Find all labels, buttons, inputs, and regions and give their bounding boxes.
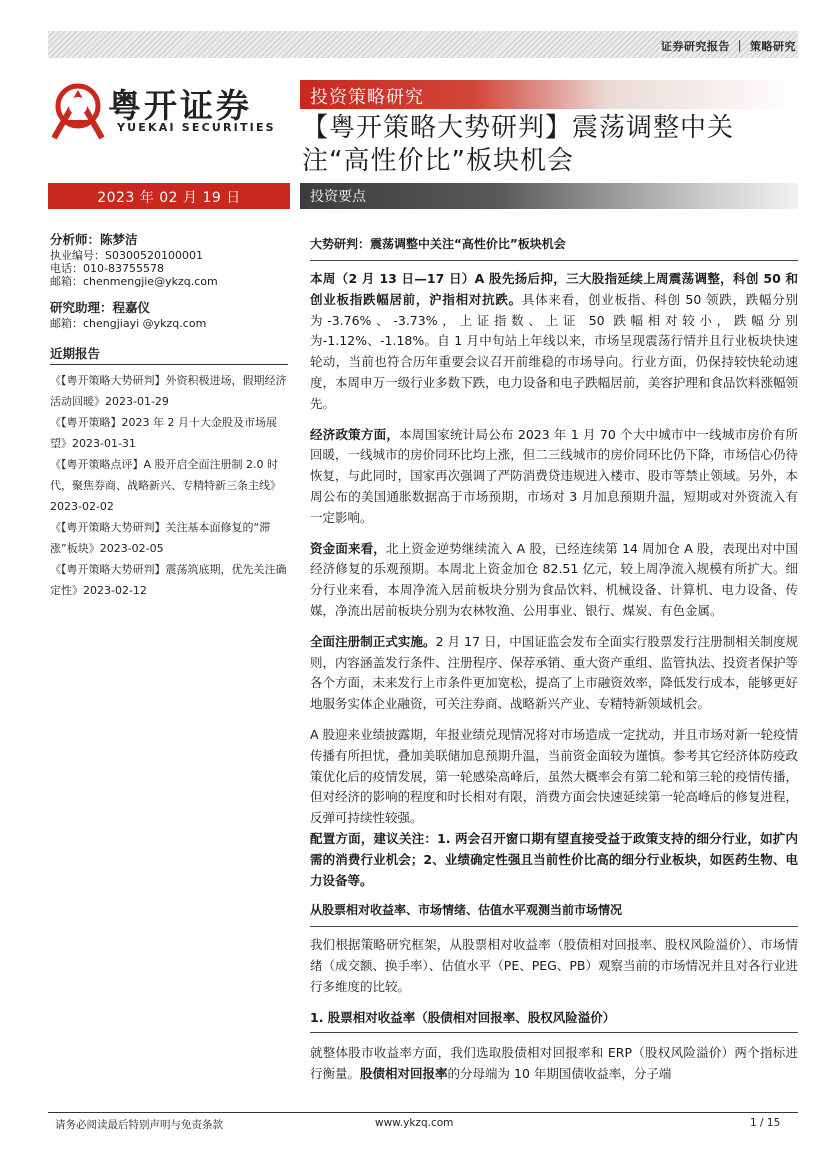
recent-report-item[interactable]: 《【粤开策略大势研判】外资积极进场，假期经济活动回暖》2023-01-29: [50, 374, 287, 408]
paragraph-returns: 就整体股市收益率方面，我们选取股债相对回报率和 ERP（股权风险溢价）两个指标进行衡量。股债相对回报率的分母端为 10 年期国债收益率，分子端: [310, 1044, 798, 1081]
recent-report-item[interactable]: 《【粤开策略大势研判】关注基本面修复的“滞涨”板块》2023-02-05: [50, 521, 271, 555]
page-number: 1 / 15: [750, 1117, 781, 1129]
header-label: 证券研究报告 ｜ 策略研究: [660, 40, 796, 53]
recent-reports-heading: 近期报告: [50, 347, 288, 365]
sidebar: [50, 233, 288, 601]
paragraph-framework: 我们根据策略研究框架，从股票相对收益率（股债相对回报率、股权风险溢价）、市场情绪（成交额、换手率）、估值水平（PE、PEG、PB）观察当前的市场情况并且对各行业进行多维度的比较。: [310, 937, 798, 994]
recent-report-item[interactable]: 《【粤开策略大势研判】震荡筑底期，优先关注确定性》2023-02-12: [50, 563, 287, 597]
footer-divider: [48, 1112, 798, 1113]
report-date: 2023 年 02 月 19 日: [97, 190, 241, 206]
recent-report-item[interactable]: 《【粤开策略点评】A 股开启全面注册制 2.0 时代，聚焦券商、战略新兴、专精特新三条主线》2023-02-02: [50, 458, 281, 513]
subsection-heading-returns: 1. 股票相对收益率（股债相对回报率、股权风险溢价）: [310, 1008, 798, 1033]
assistant-email[interactable]: 邮箱：chengjiayi @ykzq.com: [50, 317, 207, 330]
paragraph-weekly: 本周（2 月 13 日—17 日）A 股先扬后抑，三大股指延续上周震荡调整，科创 50 和创业板指跌幅居前，沪指相对抗跌。具体来看，创业板指、科创 50 领跌，跌幅分别为-3.76%、-3.73%，上证指数、上证 50 跌幅相对较小，跌幅分别为-1.12%、-1.18%。自 1 月中旬站上年线以来，市场呈现震荡行情并且行业板块快速轮动，当前也符合历年重要会议召开前维稳的市场导向。行业方面，仍保持较快轮动速度，本周申万一级行业多数下跌，电力设备和电子跌幅居前，美容护理和食品饮料涨幅领先。: [310, 271, 798, 411]
assistant-name: 研究助理：程嘉仪: [50, 300, 151, 315]
footer-website[interactable]: www.ykzq.com: [375, 1117, 454, 1129]
paragraph-funds: 资金面来看，北上资金逆势继续流入 A 股，已经连续第 14 周加仓 A 股，表现出对中国经济修复的乐观预期。本周北上资金加仓 82.51 亿元，较上周净流入规模有所扩大。细分行业来看，本周净流入居前板块分别为食品饮料、机械设备、计算机、电力设备、传媒，净流出居前板块分别为农林牧渔、公用事业、银行、煤炭、有色金属。: [310, 540, 798, 618]
key-points-banner: [300, 183, 798, 209]
analyst-email[interactable]: 邮箱：chenmengjie@ykzq.com: [50, 275, 218, 288]
analyst-license: 执业编号：S0300520100001: [50, 249, 203, 262]
category-label: 投资策略研究: [310, 87, 424, 108]
paragraph-outlook: A 股迎来业绩披露期，年报业绩兑现情况将对市场造成一定扰动，并且市场对新一轮疫情传播有所担忧，叠加美联储加息预期升温，当前资金面较为谨慎。参考其它经济体防疫政策优化后的疫情发展，第一轮感染高峰后，虽然大概率会有第二轮和第三轮的疫情传播，但对经济的影响的程度和时长相对有限，消费方面会快速延续第一轮高峰后的修复进程，反弹可持续性较强。: [310, 726, 798, 826]
section-heading-observation: 从股票相对收益率、市场情绪、估值水平观测当前市场情况: [310, 901, 798, 927]
paragraph-policy: 经济政策方面，本周国家统计局公布 2023 年 1 月 70 个大中城市中一线城市房价有所回暖，一线城市的房价同环比均上涨，但二三线城市的房价同环比仍下降，市场信心仍待恢复，与此同时，国家再次强调了严防消费贷违规进入楼市、股市等禁止领域。另外，本周公布的美国通胀数据高于市场预期，市场对 3 月加息预期升温，短期或对外资流入有一定影响。: [310, 426, 798, 525]
report-title: 【粤开策略大势研判】震荡调整中关注“高性价比”板块机会: [302, 113, 735, 176]
logo-chinese-text: 粤开证券: [108, 86, 252, 125]
key-points-label: 投资要点: [310, 189, 366, 205]
analyst-phone: 电话：010-83755578: [50, 262, 164, 275]
recent-report-item[interactable]: 《【粤开策略】2023 年 2 月十大金股及市场展望》2023-01-31: [50, 416, 277, 450]
analyst-name: 分析师：陈梦洁: [50, 232, 138, 247]
paragraph-registration: 全面注册制正式实施。2 月 17 日，中国证监会发布全面实行股票发行注册制相关制度规则，内容涵盖发行条件、注册程序、保荐承销、重大资产重组、监管执法、投资者保护等各个方面，未来发行上市条件更加宽松，提高了上市融资效率，降低发行成本，能够更好地服务实体企业融资，可关注券商、战略新兴产业、专精特新领域机会。: [310, 633, 798, 712]
footer-disclaimer: 请务必阅读最后特别声明与免责条款: [55, 1119, 223, 1131]
logo-english-text: YUEKAI SECURITIES: [117, 121, 276, 134]
section-heading-market: 大势研判：震荡调整中关注“高性价比”板块机会: [310, 235, 798, 261]
paragraph-allocation: 配置方面，建议关注：1. 两会召开窗口期有望直接受益于政策支持的细分行业，如扩内需的消费行业机会；2、业绩确定性强且当前性价比高的细分行业板块，如医药生物、电力设备等。: [310, 830, 798, 888]
main-content: [310, 235, 798, 1094]
